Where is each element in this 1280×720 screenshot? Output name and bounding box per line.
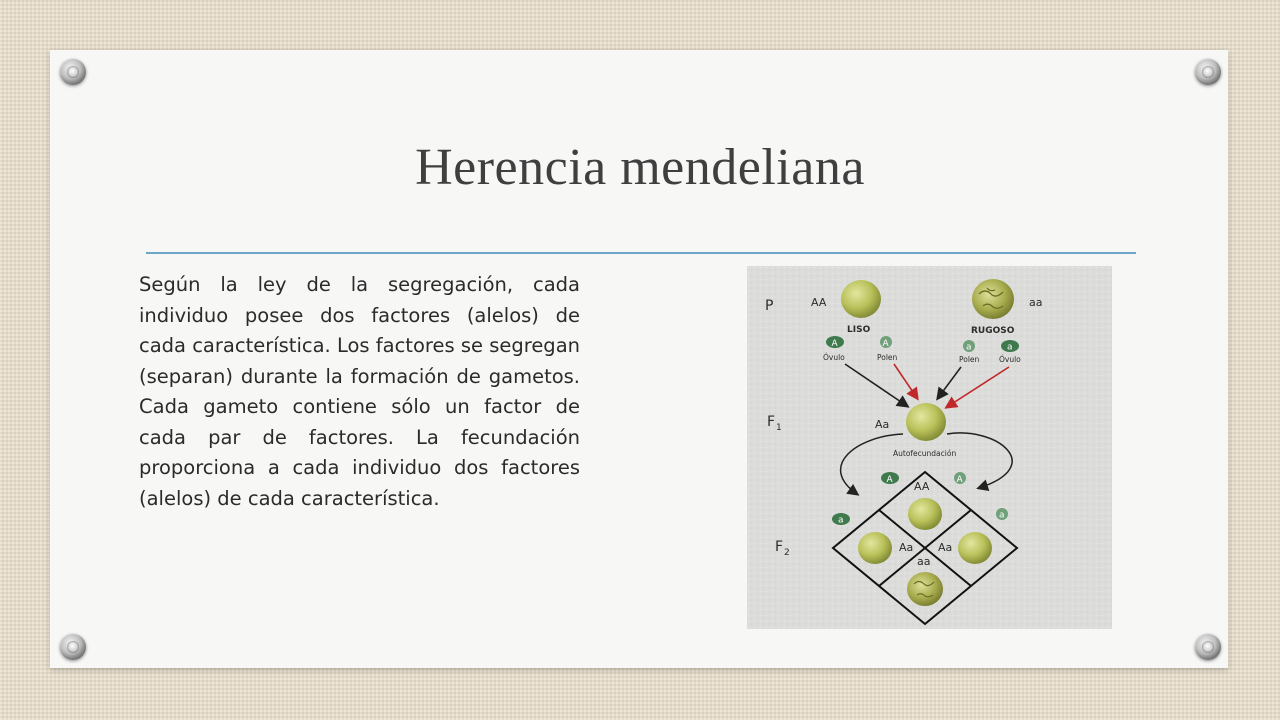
slide-title: Herencia mendeliana	[415, 139, 865, 196]
f1-genotype: Aa	[875, 418, 890, 431]
f2-top-genotype: AA	[914, 480, 930, 493]
f1-pea-icon	[906, 403, 946, 441]
selfing-label: Autofecundación	[893, 449, 957, 458]
svg-text:Polen: Polen	[877, 353, 898, 362]
svg-text:a: a	[999, 510, 1005, 521]
f2-bottom-genotype: aa	[917, 555, 931, 568]
slide-body-text: Según la ley de la segregación, cada individuo posee dos factores (alelos) de cada característica. Los factores se segregan (separan) durante la formación de gametos. Cada gameto contiene sólo un factor de cada par de factores. La fecundación proporciona a cada individuo dos factores (alelos) de cada característica.	[139, 273, 580, 510]
svg-text:A: A	[956, 475, 963, 485]
pushpin-bottom-right-icon	[1195, 634, 1221, 660]
parent-right-phenotype: RUGOSO	[971, 326, 1015, 336]
f2-bottom-wrinkled-pea-icon	[907, 572, 943, 606]
svg-text:F: F	[775, 539, 784, 555]
pushpin-top-left-icon	[60, 59, 86, 85]
svg-text:F: F	[767, 414, 776, 430]
svg-text:2: 2	[784, 548, 790, 558]
parent-left-phenotype: LISO	[847, 325, 871, 335]
svg-text:1: 1	[776, 423, 782, 433]
smooth-pea-icon	[841, 280, 881, 318]
parent-left-genotype: AA	[811, 296, 827, 309]
svg-text:a: a	[966, 342, 972, 353]
pushpin-bottom-left-icon	[60, 634, 86, 660]
wrinkled-pea-icon	[972, 279, 1014, 319]
svg-text:A: A	[831, 339, 838, 349]
f2-left-pea-icon	[858, 532, 892, 564]
f2-top-pea-icon	[908, 498, 942, 530]
svg-text:A: A	[882, 339, 889, 349]
svg-text:a: a	[1007, 342, 1013, 353]
parent-right-genotype: aa	[1029, 296, 1043, 309]
f2-right-pea-icon	[958, 532, 992, 564]
svg-text:a: a	[838, 515, 844, 526]
svg-text:Polen: Polen	[959, 355, 980, 364]
pushpin-top-right-icon	[1195, 59, 1221, 85]
svg-text:Óvulo: Óvulo	[999, 355, 1021, 364]
mendel-segregation-diagram	[747, 266, 1112, 629]
generation-p-label: P	[765, 298, 774, 314]
f2-left-genotype: Aa	[899, 541, 914, 554]
f2-right-genotype: Aa	[938, 541, 953, 554]
svg-text:Óvulo: Óvulo	[823, 353, 845, 362]
title-divider	[146, 252, 1136, 254]
svg-text:A: A	[886, 475, 893, 485]
